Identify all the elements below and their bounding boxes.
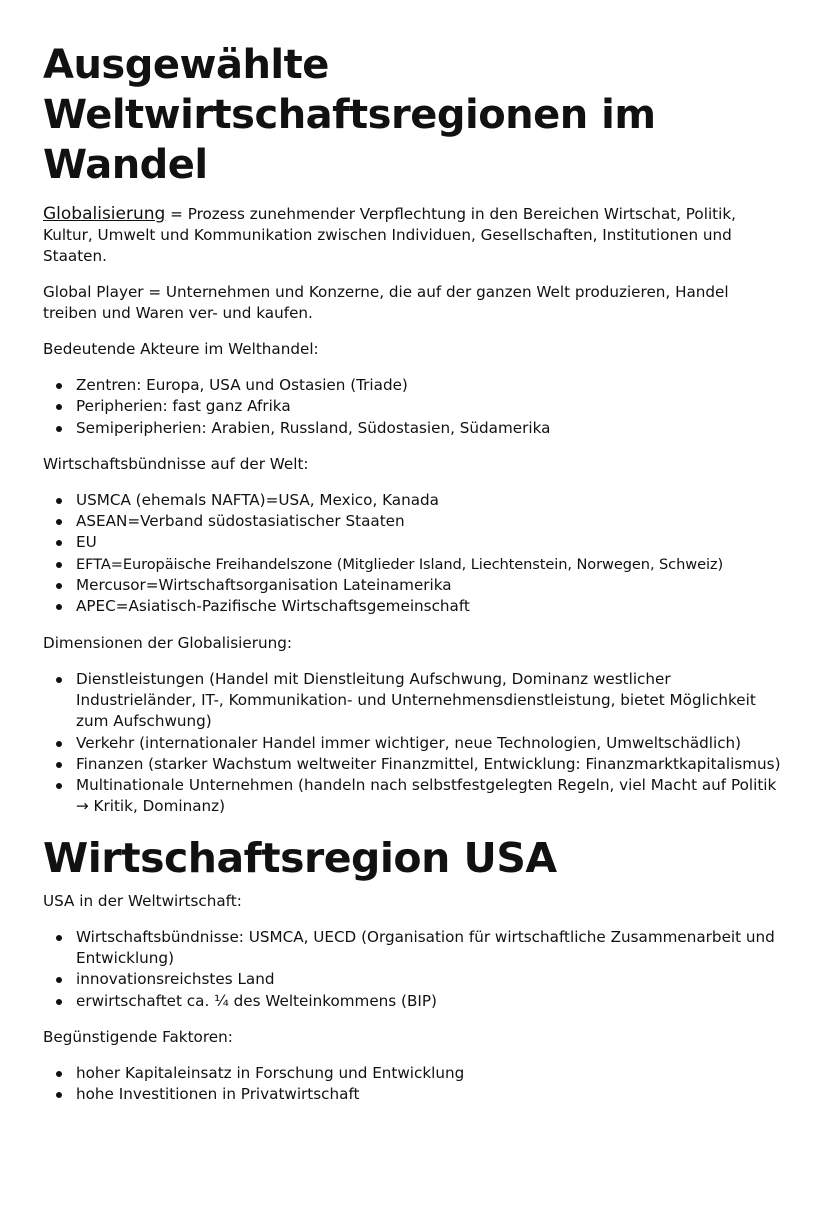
list-item: Multinationale Unternehmen (handeln nach selbstfestgelegten Regeln, viel Macht auf Politik → Kritik, Dominanz) xyxy=(76,775,786,818)
globalisierung-definition xyxy=(43,204,786,267)
list-item: Finanzen (starker Wachstum weltweiter Finanzmittel, Entwicklung: Finanzmarktkapitalismus) xyxy=(76,754,786,775)
list-item: EU xyxy=(76,532,786,553)
bullet-icon xyxy=(56,562,62,568)
list-item: Zentren: Europa, USA und Ostasien (Triade) xyxy=(76,375,786,396)
usa-weltwirtschaft-list xyxy=(43,927,786,1012)
bullet-icon xyxy=(56,741,62,747)
list-item: Wirtschaftsbündnisse: USMCA, UECD (Organisation für wirtschaftliche Zusammenarbeit und Entwicklung) xyxy=(76,927,786,970)
global-player-definition: Global Player = Unternehmen und Konzerne, die auf der ganzen Welt produzieren, Handel treiben und Waren ver- und kaufen. xyxy=(43,283,729,322)
list-item: APEC=Asiatisch-Pazifische Wirtschaftsgemeinschaft xyxy=(76,596,786,617)
bullet-icon xyxy=(56,677,62,683)
list-item: ASEAN=Verband südostasiatischer Staaten xyxy=(76,511,786,532)
list-item: innovationsreichstes Land xyxy=(76,969,786,990)
akteure-heading: Bedeutende Akteure im Welthandel: xyxy=(43,340,319,358)
list-item: Semiperipherien: Arabien, Russland, Südostasien, Südamerika xyxy=(76,418,786,439)
bullet-icon xyxy=(56,1071,62,1077)
dimensionen-list xyxy=(43,669,786,818)
list-item: hoher Kapitaleinsatz in Forschung und Entwicklung xyxy=(76,1063,786,1084)
bullet-icon xyxy=(56,383,62,389)
list-item: EFTA=Europäische Freihandelszone (Mitglieder Island, Liechtenstein, Norwegen, Schweiz) xyxy=(76,554,786,575)
list-item: Mercusor=Wirtschaftsorganisation Lateinamerika xyxy=(76,575,786,596)
bullet-icon xyxy=(56,540,62,546)
bullet-icon xyxy=(56,404,62,410)
bullet-icon xyxy=(56,426,62,432)
list-item: erwirtschaftet ca. ¼ des Welteinkommens (BIP) xyxy=(76,991,786,1012)
bullet-icon xyxy=(56,604,62,610)
bullet-icon xyxy=(56,519,62,525)
bullet-icon xyxy=(56,583,62,589)
bullet-icon xyxy=(56,1092,62,1098)
bullet-icon xyxy=(56,977,62,983)
list-item: Dienstleistungen (Handel mit Dienstleitung Aufschwung, Dominanz westlicher Industrieländer, IT-, Kommunikation- und Unternehmensdienstleistung, bietet Möglichkeit zum Aufschwung) xyxy=(76,669,786,733)
akteure-list xyxy=(43,375,786,439)
faktoren-heading: Begünstigende Faktoren: xyxy=(43,1027,233,1046)
bullet-icon xyxy=(56,783,62,789)
buendnisse-list xyxy=(43,490,786,618)
faktoren-list xyxy=(43,1063,786,1106)
list-item: Verkehr (internationaler Handel immer wichtiger, neue Technologien, Umweltschädlich) xyxy=(76,733,786,754)
bullet-icon xyxy=(56,935,62,941)
list-item: Peripherien: fast ganz Afrika xyxy=(76,396,786,417)
section-title-usa: Wirtschaftsregion USA xyxy=(43,833,557,882)
usa-weltwirtschaft-heading: USA in der Weltwirtschaft: xyxy=(43,891,242,910)
bullet-icon xyxy=(56,999,62,1005)
page-title: Ausgewählte Weltwirtschaftsregionen im Wandel xyxy=(43,42,656,188)
globalisierung-definition-text: = Prozess zunehmender Verpflechtung in den Bereichen Wirtschat, Politik, Kultur, Umwelt und Kommunikation zwischen Individuen, Gesellschaften, Institutionen und Staaten. xyxy=(43,205,736,265)
list-item: hohe Investitionen in Privatwirtschaft xyxy=(76,1084,786,1105)
buendnisse-heading: Wirtschaftsbündnisse auf der Welt: xyxy=(43,454,309,473)
globalisierung-term: Globalisierung xyxy=(43,204,166,224)
list-item: USMCA (ehemals NAFTA)=USA, Mexico, Kanada xyxy=(76,490,786,511)
bullet-icon xyxy=(56,498,62,504)
dimensionen-heading: Dimensionen der Globalisierung: xyxy=(43,633,292,652)
bullet-icon xyxy=(56,762,62,768)
